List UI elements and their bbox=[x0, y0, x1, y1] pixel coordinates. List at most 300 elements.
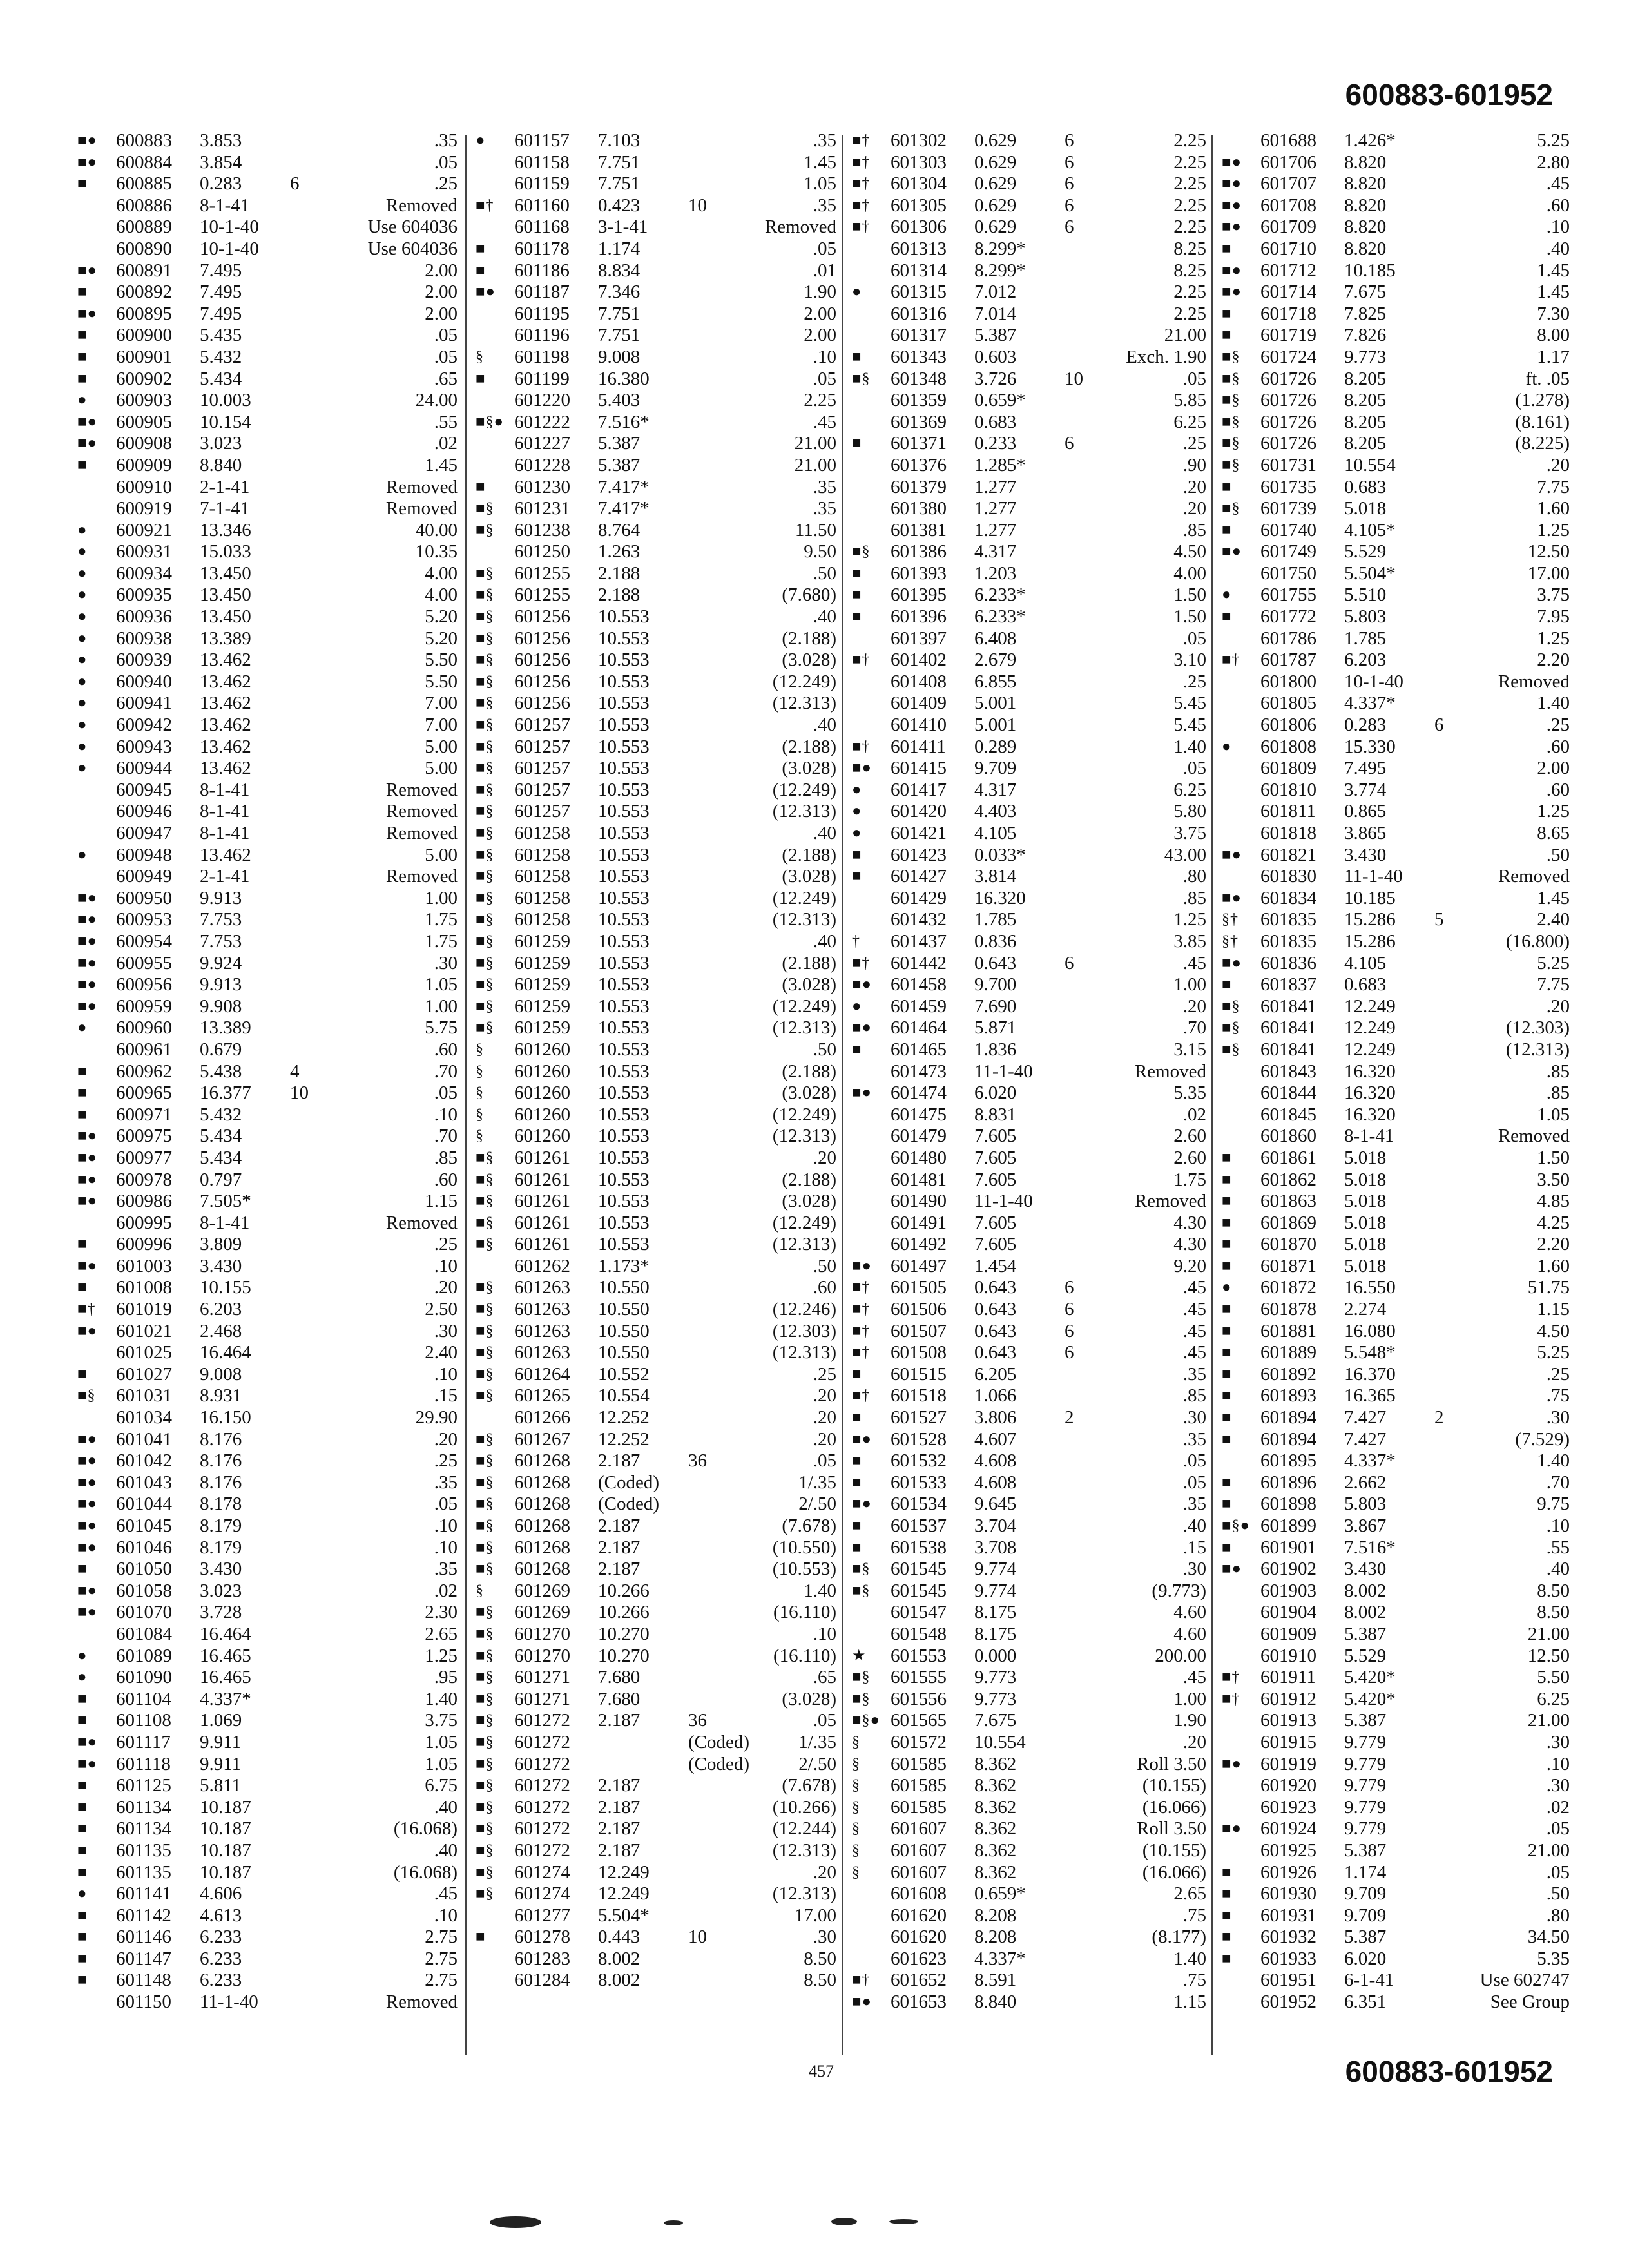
price: .30 bbox=[1182, 1559, 1206, 1580]
list-item bbox=[1222, 347, 1570, 369]
value: 12.249 bbox=[598, 1883, 650, 1905]
list-item bbox=[77, 498, 458, 520]
value: 16.365 bbox=[1344, 1385, 1396, 1407]
quantity: 2 bbox=[1065, 1407, 1074, 1428]
part-number: 601919 bbox=[1260, 1753, 1316, 1774]
value: 10.154 bbox=[200, 411, 251, 432]
value: 3.023 bbox=[200, 1580, 242, 1601]
value: 4.337* bbox=[1344, 693, 1396, 714]
marker: ● bbox=[1222, 1279, 1232, 1296]
value: 10.187 bbox=[200, 1818, 251, 1840]
marker: ■ bbox=[77, 1863, 88, 1881]
part-number: 601492 bbox=[891, 1234, 947, 1255]
price: 2.65 bbox=[1173, 1883, 1206, 1905]
price: 5.35 bbox=[1173, 1082, 1206, 1104]
list-item bbox=[476, 541, 836, 563]
quantity: 10 bbox=[688, 1927, 707, 1948]
part-number: 601257 bbox=[514, 801, 570, 822]
marker: ■§ bbox=[476, 1755, 494, 1773]
value: 3.774 bbox=[1344, 779, 1387, 800]
part-number: 600946 bbox=[116, 801, 172, 822]
part-number: 601786 bbox=[1260, 628, 1316, 649]
marker: ■ bbox=[476, 370, 486, 387]
list-item bbox=[1222, 671, 1570, 693]
part-number: 601710 bbox=[1260, 238, 1316, 259]
marker: ● bbox=[77, 564, 88, 582]
value: 8.205 bbox=[1344, 368, 1387, 389]
value: 5.387 bbox=[1344, 1927, 1387, 1948]
value: 10.553 bbox=[598, 887, 650, 908]
part-number: 601894 bbox=[1260, 1407, 1316, 1428]
marker: ■† bbox=[852, 738, 871, 755]
part-number: 601726 bbox=[1260, 411, 1316, 432]
marker: ■§ bbox=[852, 1582, 871, 1599]
part-number: 601709 bbox=[1260, 216, 1316, 238]
part-number: 601553 bbox=[891, 1645, 947, 1666]
marker: ■§ bbox=[476, 1841, 494, 1859]
range-header-top: 600883-601952 bbox=[1345, 78, 1553, 111]
value: 10.553 bbox=[598, 758, 650, 779]
price: (2.188) bbox=[782, 952, 836, 974]
value: 8.175 bbox=[974, 1602, 1017, 1623]
part-number: 601261 bbox=[514, 1234, 570, 1255]
marker: ■§ bbox=[476, 1149, 494, 1166]
part-number: 601369 bbox=[891, 411, 947, 432]
price: .85 bbox=[1182, 1385, 1206, 1407]
marker: ■§ bbox=[476, 1669, 494, 1686]
price: 17.00 bbox=[1527, 562, 1570, 584]
value: 13.462 bbox=[200, 693, 251, 714]
part-number: 601260 bbox=[514, 1104, 570, 1125]
marker: ■§ bbox=[476, 760, 494, 777]
part-number: 601712 bbox=[1260, 260, 1316, 281]
part-number: 601491 bbox=[891, 1212, 947, 1233]
part-number: 601108 bbox=[116, 1710, 171, 1731]
list-item bbox=[476, 1732, 836, 1754]
value: 0.797 bbox=[200, 1169, 242, 1190]
marker: ● bbox=[852, 284, 862, 301]
value: 10.553 bbox=[598, 1061, 650, 1082]
part-number: 601423 bbox=[891, 844, 947, 865]
marker: ■● bbox=[77, 1582, 97, 1599]
list-item bbox=[476, 780, 836, 802]
list-item bbox=[852, 1581, 1206, 1602]
list-item bbox=[77, 1732, 458, 1754]
part-number: 601911 bbox=[1260, 1667, 1316, 1688]
list-item bbox=[1222, 1754, 1570, 1776]
list-item bbox=[1222, 801, 1570, 823]
part-number: 601585 bbox=[891, 1775, 947, 1796]
value: 9.645 bbox=[974, 1494, 1017, 1515]
marker: ● bbox=[77, 629, 88, 647]
part-number: 601117 bbox=[116, 1731, 171, 1753]
list-item bbox=[852, 1494, 1206, 1515]
list-item bbox=[77, 1494, 458, 1515]
value: 8.840 bbox=[200, 454, 242, 476]
price: 3.50 bbox=[1537, 1169, 1570, 1190]
marker: ■● bbox=[77, 954, 97, 972]
list-item bbox=[852, 1689, 1206, 1711]
value: 7.751 bbox=[598, 173, 641, 195]
value: 3.865 bbox=[1344, 823, 1387, 843]
marker: § bbox=[476, 1106, 484, 1123]
list-item bbox=[476, 1948, 836, 1970]
quantity: 6 bbox=[1065, 952, 1074, 974]
marker: ● bbox=[77, 543, 88, 561]
marker: ■§ bbox=[77, 1387, 96, 1405]
part-number: 601268 bbox=[514, 1559, 570, 1580]
price: 4.60 bbox=[1173, 1623, 1206, 1644]
value: 3.430 bbox=[1344, 1559, 1387, 1580]
price: 2.40 bbox=[1537, 909, 1570, 930]
part-number: 601272 bbox=[514, 1840, 570, 1861]
marker: ■§ bbox=[476, 803, 494, 820]
list-item bbox=[476, 1299, 836, 1321]
price: (1.278) bbox=[1515, 390, 1570, 411]
price: .75 bbox=[1182, 1970, 1206, 1991]
part-number: 601270 bbox=[514, 1645, 570, 1666]
value: 15.330 bbox=[1344, 736, 1396, 757]
value: 7.605 bbox=[974, 1169, 1017, 1190]
quantity: 6 bbox=[1065, 130, 1074, 151]
part-number: 601505 bbox=[891, 1277, 947, 1298]
price: .40 bbox=[1546, 238, 1570, 259]
part-number: 601653 bbox=[891, 1992, 947, 2013]
price: .05 bbox=[1182, 628, 1206, 649]
part-number: 601269 bbox=[514, 1602, 570, 1623]
value: 8.179 bbox=[200, 1537, 242, 1558]
list-item bbox=[476, 1213, 836, 1235]
list-item bbox=[77, 888, 458, 910]
list-item bbox=[77, 584, 458, 606]
part-number: 601458 bbox=[891, 974, 947, 995]
price: (16.110) bbox=[773, 1645, 836, 1666]
value: 0.659* bbox=[974, 390, 1026, 411]
list-item bbox=[852, 1256, 1206, 1278]
price: Use 604036 bbox=[367, 238, 458, 259]
value: 0.643 bbox=[974, 1299, 1017, 1320]
marker: ■§ bbox=[476, 1301, 494, 1318]
value: 7.495 bbox=[200, 260, 242, 281]
marker: ■§ bbox=[1222, 370, 1240, 387]
marker: ■§ bbox=[1222, 1019, 1240, 1037]
price: .05 bbox=[434, 346, 458, 367]
price: Removed bbox=[385, 801, 458, 822]
price: 5.00 bbox=[425, 736, 458, 757]
marker: ■§ bbox=[476, 738, 494, 755]
part-number: 601930 bbox=[1260, 1883, 1316, 1905]
quantity: 5 bbox=[1434, 909, 1444, 930]
price: Roll 3.50 bbox=[1137, 1818, 1206, 1840]
part-number: 601271 bbox=[514, 1667, 570, 1688]
value: 12.249 bbox=[598, 1861, 650, 1883]
quantity: 6 bbox=[1065, 1320, 1074, 1341]
value: 10.553 bbox=[598, 1126, 650, 1147]
list-item bbox=[852, 974, 1206, 996]
price: 1.50 bbox=[1173, 606, 1206, 628]
value: 1.277 bbox=[974, 519, 1017, 541]
price: 1.00 bbox=[425, 995, 458, 1017]
price: 1.90 bbox=[804, 282, 836, 303]
price: 1/.35 bbox=[798, 1472, 836, 1493]
part-number: 601261 bbox=[514, 1147, 570, 1168]
price: .30 bbox=[813, 1927, 836, 1948]
price: .35 bbox=[434, 130, 458, 151]
value: 6.233 bbox=[200, 1948, 242, 1969]
value: 7.680 bbox=[598, 1667, 641, 1688]
price: .20 bbox=[1546, 995, 1570, 1017]
part-number: 601090 bbox=[116, 1667, 172, 1688]
price: 5.45 bbox=[1173, 693, 1206, 714]
price: .10 bbox=[813, 1623, 836, 1644]
list-item bbox=[476, 801, 836, 823]
value: 0.000 bbox=[974, 1645, 1017, 1666]
list-item bbox=[476, 1429, 836, 1451]
value: 10.550 bbox=[598, 1342, 650, 1363]
part-number: 601835 bbox=[1260, 930, 1316, 952]
part-number: 601480 bbox=[891, 1147, 947, 1168]
marker: ■ bbox=[77, 1798, 88, 1816]
price: 1.05 bbox=[804, 173, 836, 195]
part-number: 601274 bbox=[514, 1883, 570, 1905]
price: .25 bbox=[434, 1450, 458, 1472]
price: .40 bbox=[813, 606, 836, 628]
part-number: 601147 bbox=[116, 1948, 171, 1969]
price: 1.05 bbox=[425, 1753, 458, 1774]
value: 2.187 bbox=[598, 1796, 641, 1818]
list-item bbox=[852, 1775, 1206, 1797]
part-number: 601220 bbox=[514, 390, 570, 411]
marker: ■§ bbox=[476, 629, 494, 647]
marker: ■† bbox=[852, 1344, 871, 1361]
part-number: 601863 bbox=[1260, 1191, 1316, 1212]
value: 8.831 bbox=[974, 1104, 1017, 1125]
part-number: 601386 bbox=[891, 541, 947, 562]
part-number: 601257 bbox=[514, 715, 570, 736]
list-item bbox=[852, 477, 1206, 499]
price: .05 bbox=[813, 1710, 836, 1731]
value: 13.462 bbox=[200, 844, 251, 865]
marker: ■§ bbox=[1222, 997, 1240, 1015]
value: 6.233* bbox=[974, 606, 1026, 628]
price: (12.313) bbox=[1505, 1039, 1570, 1060]
part-number: 601772 bbox=[1260, 606, 1316, 628]
marker: ■§ bbox=[476, 825, 494, 841]
value: 1.069 bbox=[200, 1710, 242, 1731]
marker: ■ bbox=[77, 1365, 88, 1383]
part-number: 601490 bbox=[891, 1191, 947, 1212]
value: 6.233 bbox=[200, 1970, 242, 1991]
price: 7.75 bbox=[1537, 974, 1570, 995]
marker: ■ bbox=[852, 1517, 862, 1534]
price: 1.40 bbox=[1537, 1450, 1570, 1472]
list-item bbox=[77, 736, 458, 758]
marker: ■● bbox=[852, 976, 872, 994]
part-number: 601135 bbox=[116, 1861, 171, 1883]
marker: ■§ bbox=[476, 846, 494, 863]
marker: ■ bbox=[77, 1690, 88, 1707]
price: 5.75 bbox=[425, 1017, 458, 1039]
price: .02 bbox=[434, 1580, 458, 1601]
price: (2.188) bbox=[782, 628, 836, 649]
list-item bbox=[476, 1667, 836, 1689]
price: (16.800) bbox=[1505, 930, 1570, 952]
part-number: 601749 bbox=[1260, 541, 1316, 562]
value: 4.337* bbox=[1344, 1450, 1396, 1472]
part-number: 601473 bbox=[891, 1061, 947, 1082]
part-number: 601050 bbox=[116, 1559, 172, 1580]
part-number: 601818 bbox=[1260, 823, 1316, 843]
price: .70 bbox=[434, 1126, 458, 1147]
value: 0.233 bbox=[974, 433, 1017, 454]
price: (12.249) bbox=[772, 1212, 836, 1233]
value: 10.554 bbox=[598, 1385, 650, 1407]
marker: ■ bbox=[1222, 1257, 1232, 1274]
marker: ■§ bbox=[476, 889, 494, 907]
value: 10.553 bbox=[598, 715, 650, 736]
part-number: 601506 bbox=[891, 1299, 947, 1320]
value: 16.320 bbox=[974, 887, 1026, 908]
price: 2.50 bbox=[425, 1299, 458, 1320]
value: 13.462 bbox=[200, 758, 251, 779]
price: .20 bbox=[813, 1861, 836, 1883]
marker: ■● bbox=[1222, 954, 1242, 972]
part-number: 601266 bbox=[514, 1407, 570, 1428]
price: .90 bbox=[1182, 454, 1206, 476]
list-item bbox=[852, 953, 1206, 975]
marker: ■● bbox=[77, 1604, 97, 1621]
marker: ● bbox=[77, 1669, 88, 1686]
value: 8-1-41 bbox=[1344, 1126, 1394, 1147]
part-number: 601141 bbox=[116, 1883, 171, 1905]
part-number: 600959 bbox=[116, 995, 172, 1017]
part-number: 600905 bbox=[116, 411, 172, 432]
value: 7.605 bbox=[974, 1234, 1017, 1255]
list-item bbox=[1222, 477, 1570, 499]
part-number: 601134 bbox=[116, 1818, 171, 1840]
list-item bbox=[476, 736, 836, 758]
parts-column-2 bbox=[476, 130, 836, 1992]
value: 10.553 bbox=[598, 671, 650, 692]
list-item bbox=[1222, 931, 1570, 953]
price: 5.80 bbox=[1173, 801, 1206, 822]
marker: ■ bbox=[1222, 1301, 1232, 1318]
price: 5.85 bbox=[1173, 390, 1206, 411]
marker: ■ bbox=[1222, 1928, 1232, 1946]
part-number: 601222 bbox=[514, 411, 570, 432]
price: 8.50 bbox=[1537, 1602, 1570, 1623]
marker: ■ bbox=[1222, 1539, 1232, 1556]
price: .45 bbox=[1182, 1667, 1206, 1688]
marker: ■● bbox=[1222, 262, 1242, 279]
list-item bbox=[1222, 1970, 1570, 1992]
marker: ■† bbox=[1222, 651, 1240, 669]
part-number: 600948 bbox=[116, 844, 172, 865]
list-item bbox=[77, 173, 458, 195]
marker: ■ bbox=[77, 1279, 88, 1296]
list-item bbox=[1222, 1017, 1570, 1039]
price: 1.05 bbox=[1537, 1104, 1570, 1125]
marker: ■§ bbox=[476, 564, 494, 582]
value: 3.853 bbox=[200, 130, 242, 151]
price: .20 bbox=[1182, 498, 1206, 519]
value: 7.825 bbox=[1344, 303, 1387, 324]
value: 8-1-41 bbox=[200, 1212, 250, 1233]
price: .05 bbox=[434, 1494, 458, 1515]
list-item bbox=[77, 1082, 458, 1104]
marker: ■ bbox=[852, 846, 862, 863]
list-item bbox=[1222, 1126, 1570, 1148]
marker: ■● bbox=[852, 760, 872, 777]
value: 5.510 bbox=[1344, 584, 1387, 606]
value: 6.233* bbox=[974, 584, 1026, 606]
list-item bbox=[77, 216, 458, 238]
marker: ● bbox=[1222, 738, 1232, 755]
marker: ■● bbox=[1222, 846, 1242, 863]
part-number: 601317 bbox=[891, 325, 947, 346]
part-number: 601904 bbox=[1260, 1602, 1316, 1623]
marker: ■§ bbox=[476, 868, 494, 885]
list-item bbox=[1222, 1321, 1570, 1343]
price: .25 bbox=[434, 173, 458, 195]
part-number: 601475 bbox=[891, 1104, 947, 1125]
list-item bbox=[476, 390, 836, 412]
part-number: 601607 bbox=[891, 1840, 947, 1861]
value: 8.362 bbox=[974, 1775, 1017, 1796]
list-item bbox=[77, 1883, 458, 1905]
list-item bbox=[1222, 736, 1570, 758]
price: Removed bbox=[1134, 1191, 1206, 1212]
marker: ■ bbox=[852, 1041, 862, 1058]
price: (3.028) bbox=[782, 758, 836, 779]
value: 15.286 bbox=[1344, 930, 1396, 952]
marker: ■§ bbox=[476, 1193, 494, 1210]
list-item bbox=[1222, 1234, 1570, 1256]
marker: ■† bbox=[852, 1279, 871, 1296]
value: 10.185 bbox=[1344, 260, 1396, 281]
price: 4.30 bbox=[1173, 1212, 1206, 1233]
quantity: (Coded) bbox=[688, 1753, 750, 1774]
value: 5.018 bbox=[1344, 1255, 1387, 1276]
marker: ■ bbox=[852, 1474, 862, 1491]
list-item bbox=[77, 931, 458, 953]
value: 4.403 bbox=[974, 801, 1017, 822]
marker: ■§ bbox=[476, 1712, 494, 1729]
price: .20 bbox=[813, 1428, 836, 1450]
part-number: 601809 bbox=[1260, 758, 1316, 779]
price: 40.00 bbox=[415, 519, 458, 541]
marker: ● bbox=[77, 586, 88, 604]
value: 9.779 bbox=[1344, 1796, 1387, 1818]
part-number: 601159 bbox=[514, 173, 570, 195]
list-item bbox=[476, 758, 836, 780]
list-item bbox=[77, 195, 458, 217]
list-item bbox=[1222, 758, 1570, 780]
price: 2.25 bbox=[1173, 216, 1206, 238]
marker: ■§ bbox=[476, 1777, 494, 1794]
list-item bbox=[77, 1299, 458, 1321]
list-item bbox=[852, 1429, 1206, 1451]
part-number: 601532 bbox=[891, 1450, 947, 1472]
part-number: 601271 bbox=[514, 1688, 570, 1709]
list-item bbox=[1222, 130, 1570, 152]
list-item bbox=[476, 433, 836, 455]
list-item bbox=[852, 303, 1206, 325]
list-item bbox=[852, 173, 1206, 195]
list-item bbox=[476, 888, 836, 910]
part-number: 601889 bbox=[1260, 1342, 1316, 1363]
value: 3.708 bbox=[974, 1537, 1017, 1558]
